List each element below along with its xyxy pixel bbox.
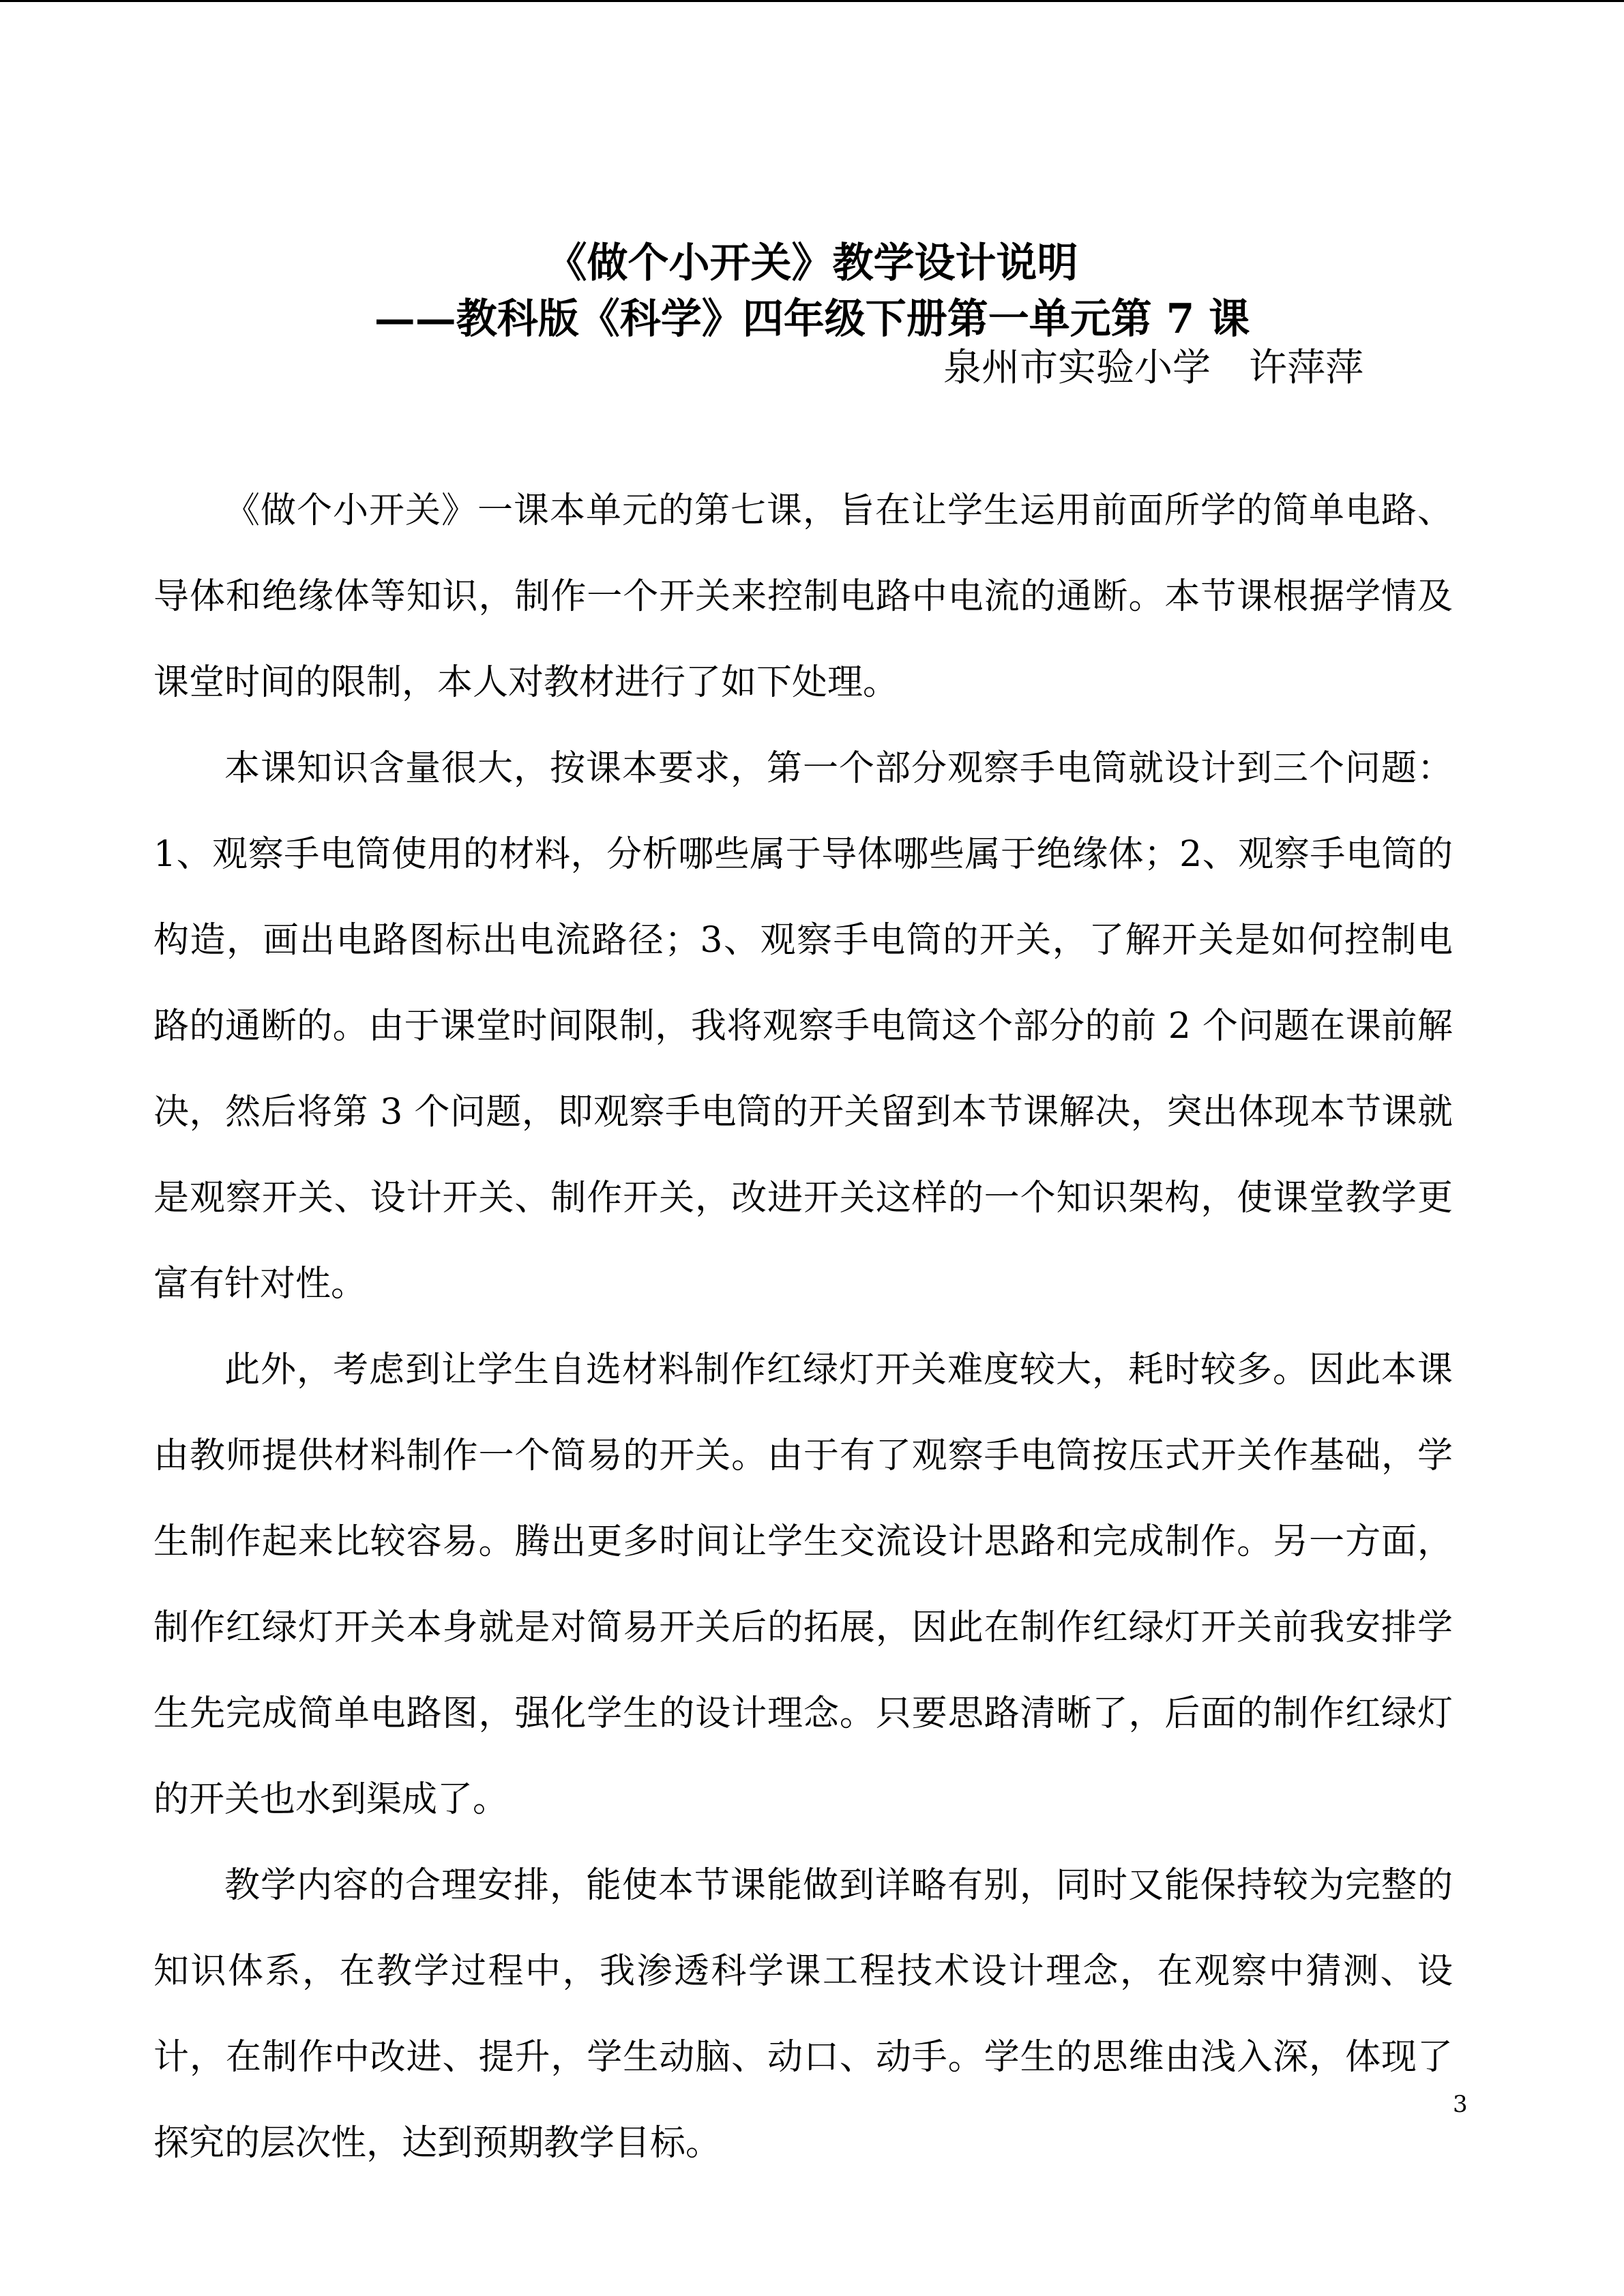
body-text (153, 468, 1453, 2186)
paragraph-2: 本课知识含量很大，按课本要求，第一个部分观察手电筒就设计到三个问题：1、观察手电筒使用的材料，分析哪些属于导体哪些属于绝缘体；2、观察手电筒的构造，画出电路图标出电流路径；3、观察手电筒的开关，了解开关是如何控制电路的通断的。由于课堂时间限制，我将观察手电筒这个部分的前 2 个问题在课前解决，然后将第 3 个问题，即观察手电筒的开关留到本节课解决，突出体现本节课就是观察开关、设计开关、制作开关，改进开关这样的一个知识架构，使课堂教学更富有针对性。 (153, 748, 1453, 1304)
byline (943, 344, 1363, 392)
document-title: 《做个小开关》教学设计说明 (546, 239, 1078, 287)
school-name: 泉州市实验小学 (943, 346, 1211, 390)
paragraph-1: 《做个小开关》一课本单元的第七课，旨在让学生运用前面所学的简单电路、导体和绝缘体等知识，制作一个开关来控制电路中电流的通断。本节课根据学情及课堂时间的限制，本人对教材进行了如下处理。 (153, 490, 1453, 703)
paragraph-3: 此外，考虑到让学生自选材料制作红绿灯开关难度较大，耗时较多。因此本课由教师提供材料制作一个简易的开关。由于有了观察手电筒按压式开关作基础，学生制作起来比较容易。腾出更多时间让学生交流设计思路和完成制作。另一方面，制作红绿灯开关本身就是对简易开关后的拓展，因此在制作红绿灯开关前我安排学生先完成简单电路图，强化学生的设计理念。只要思路清晰了，后面的制作红绿灯的开关也水到渠成了。 (153, 1350, 1453, 1820)
author-name: 许萍萍 (1249, 346, 1363, 390)
page-top-border (0, 0, 1624, 2)
paragraph-4: 教学内容的合理安排，能使本节课能做到详略有别，同时又能保持较为完整的知识体系，在教学过程中，我渗透科学课工程技术设计理念，在观察中猜测、设计，在制作中改进、提升，学生动脑、动口、动手。学生的思维由浅入深，体现了探究的层次性，达到预期教学目标。 (153, 1865, 1453, 2164)
page-number: 3 (1453, 2091, 1468, 2118)
document-subtitle: ——教科版《科学》四年级下册第一单元第 7 课 (374, 295, 1250, 343)
